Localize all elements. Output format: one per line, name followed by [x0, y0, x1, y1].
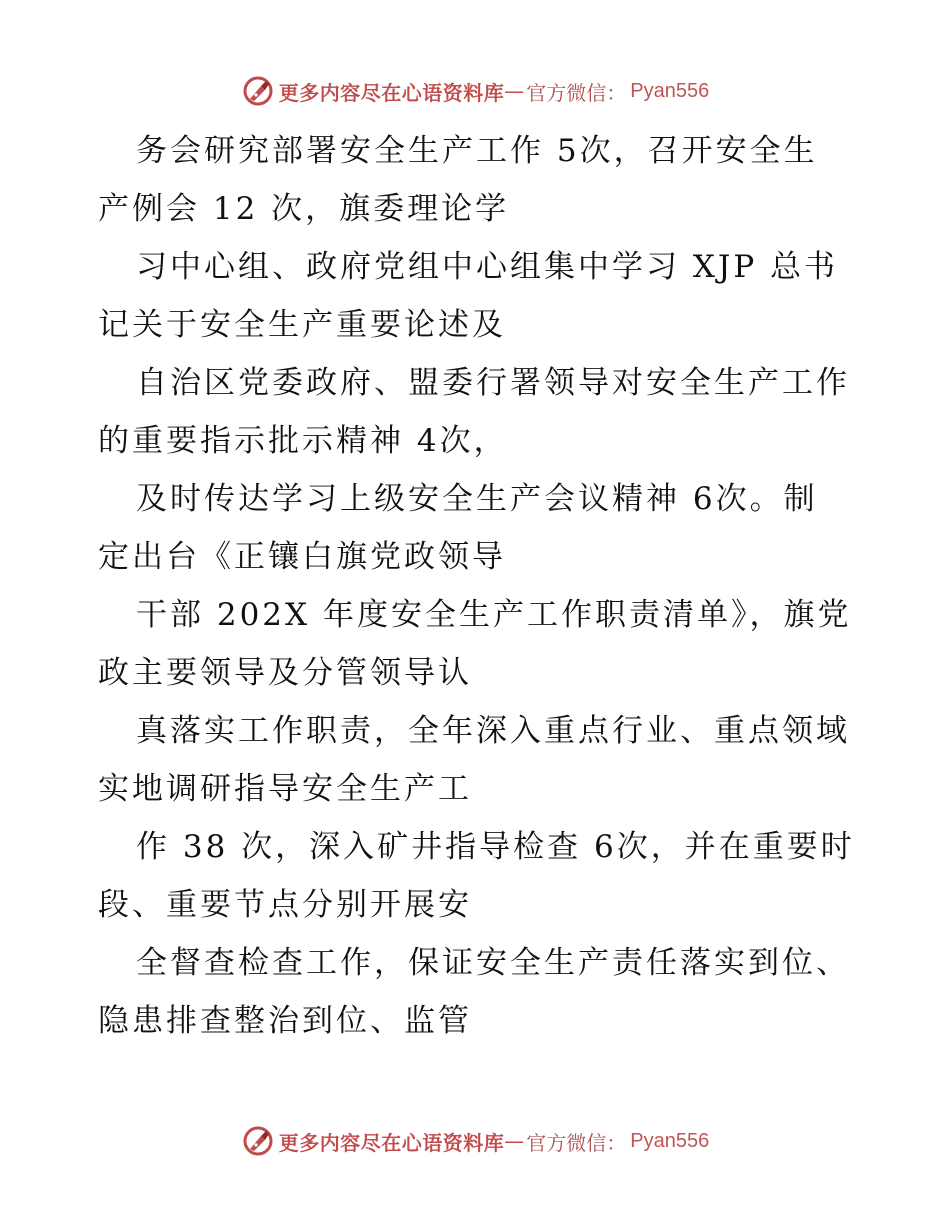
watermark-label: 官方微信：	[526, 80, 627, 105]
watermark-separator: —	[504, 1129, 525, 1153]
watermark-main-text: 更多内容尽在心语资料库	[278, 1130, 505, 1155]
watermark-id: Pyan556	[630, 1129, 710, 1152]
watermark-label: 官方微信：	[526, 1130, 627, 1155]
text-line: 产例会 12 次，旗委理论学	[98, 191, 510, 227]
watermark-main-text: 更多内容尽在心语资料库	[278, 80, 505, 105]
text-line: 真落实工作职责，全年深入重点行业、重点领域	[136, 713, 850, 749]
text-line: 习中心组、政府党组中心组集中学习 XJP 总书	[136, 249, 839, 285]
pen-nib-logo-icon	[241, 1124, 275, 1158]
text-line: 及时传达学习上级安全生产会议精神 6次。制	[136, 481, 818, 517]
text-line: 的重要指示批示精神 4次，	[98, 423, 508, 459]
text-line: 记关于安全生产重要论述及	[98, 307, 506, 343]
text-line: 定出台《正镶白旗党政领导	[98, 539, 506, 575]
text-line: 隐患排查整治到位、监管	[98, 1003, 472, 1039]
text-line: 务会研究部署安全生产工作 5次，召开安全生	[136, 133, 818, 169]
watermark-id: Pyan556	[630, 79, 710, 102]
document-body	[98, 122, 858, 1050]
text-line: 干部 202X 年度安全生产工作职责清单》，旗党	[136, 597, 852, 633]
watermark-separator: —	[504, 79, 525, 103]
footer-watermark	[0, 1121, 950, 1161]
pen-nib-logo-icon	[241, 74, 275, 108]
text-line: 全督查检查工作，保证安全生产责任落实到位、	[136, 945, 850, 981]
header-watermark	[0, 71, 950, 111]
text-line: 实地调研指导安全生产工	[98, 771, 472, 807]
text-line: 政主要领导及分管领导认	[98, 655, 472, 691]
text-line: 自治区党委政府、盟委行署领导对安全生产工作	[136, 365, 850, 401]
text-line: 段、重要节点分别开展安	[98, 887, 472, 923]
text-line: 作 38 次，深入矿井指导检查 6次，并在重要时	[136, 829, 855, 865]
